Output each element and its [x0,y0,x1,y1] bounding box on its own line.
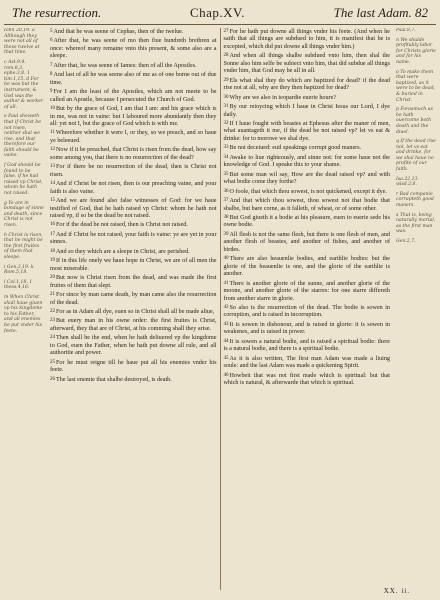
verse-text: For if there be no resurrection of the dead, then is Christ not risen. [50,164,217,178]
verse-number: 33 [223,145,229,151]
verse [50,257,217,273]
verse-text: For I am the least of the Apostles, which am not meete to be called an Apostle, because I persecuted the Church of God. [50,89,217,103]
left-margin-notes [4,28,47,590]
verse-text: For he must reigne till he haue put all his enemies vnder his feete. [50,359,217,374]
verse [224,231,391,254]
verse [224,77,391,93]
verse-number: 43 [223,321,229,327]
verse [224,338,391,354]
verse-number: 38 [223,214,229,220]
margin-note: Iohn 20,19. a Although they were not all of those twelve at that time. [4,28,40,56]
verse-text: And last of all he was seene also of me as of one borne out of due time. [50,72,217,86]
verse [50,62,217,70]
verse [224,94,391,102]
verse-number: 23 [50,318,55,324]
verse-text: The last enemie that shalbe destroyed, is death. [56,376,172,383]
verse [50,163,217,179]
verse [224,280,391,303]
verse-number: 20 [50,275,55,281]
verse-text: There is another glorie of the sunne, and another glorie of the moone, and another glorie of the starres: for one starre differeth from another starre in glorie. [223,280,390,302]
verse-number: 34 [223,154,229,160]
margin-note: g Ye are in bondage of sinne and death, since Christ is not risen. [4,200,44,228]
verse-text: And when all things shalbe subdued vnto him, then shal the Sonne also him selfe be subiect vnto him, that did subdue all things vnder him, that God may be all in all. [223,53,390,75]
verse-number: 12 [50,147,55,153]
verse [224,321,391,337]
verse-text: And if Christ be not raised, your faith is vaine: ye are yet in your sinnes. [50,231,217,246]
right-margin-notes [393,28,436,590]
verse [224,255,391,278]
verse-text: O foole, that which thou sowest, is not quickened, except it dye. [229,188,387,195]
verse-text: Awake to liue righteously, and sinne not: for some haue not the knowledge of God. I speake this to your shame. [223,154,390,169]
verse [50,291,217,307]
verse-text: If in this life onely we haue hope in Christ, we are of all men the most miserable. [50,258,217,272]
verse-text: All flesh is not the same flesh, but there is one flesh of men, and another flesh of beastes, and another of fishes, and another of birdes. [223,231,390,253]
margin-note: r Bad companie corrupteth good maners. [396,191,434,209]
margin-note: Psal.8,7. [396,28,416,33]
verse [50,197,217,220]
verse-number: 13 [50,164,55,170]
verse [50,28,217,36]
verse-text: After that, he was seene of Iames: then of all the Apostles. [53,62,197,69]
verse-number: 19 [50,258,55,264]
verse-number: 42 [223,304,229,310]
verse [224,103,391,119]
verse-number: 30 [223,94,229,100]
verse [224,372,391,388]
verse-number: 32 [223,120,229,126]
header-left-title: The resurrection. [12,5,102,20]
verse-number: 31 [223,104,229,110]
verse [224,52,391,75]
verse [50,376,217,384]
verse [50,221,217,229]
verse-number: 21 [50,292,55,298]
verse-text: And if Christ be not risen, then is our preaching vaine, and your faith is also vaine. [50,181,217,195]
verse-text: Howbeit that was not first made which is spiritual: but that which is natural, & afterwarde that which is spiritual. [223,372,390,387]
margin-note: q If the dead rise not, let vs eat and drinke, for we shal haue no profite of our faith. [396,139,436,173]
verse-text: But some man wil say, How are the dead raised vp? and with what bodie come they forthe? [223,171,390,186]
margin-note: o To make them that were baptized, as it were to be dead, & buried in Christ. [396,69,436,103]
verse [224,355,391,371]
verse-number: 41 [223,280,229,286]
margin-note: i Gen.3,19. k Rom.5,18. [4,264,34,276]
verse [50,231,217,247]
verse-number: 44 [223,338,229,344]
verse-number: 8 [50,72,53,78]
verse-text: After that, he was seene of mo then fiue hundreth brethren at once: whereof many remaine vnto this present, & some also are a sleepe. [50,38,217,60]
verse-number: 14 [50,181,55,187]
verse-text: So also is the resurrection of the dead. The bodie is sowen in corruption, and is raised in incorruption. [223,304,390,319]
verse [50,317,217,333]
margin-note: m When Christ shall haue giuen vp his kingdome to his Father, and all enemies be put vnder his feete. [4,294,43,334]
signature-mark: XX. ii. [383,587,410,595]
verse-number: 46 [223,372,229,378]
margin-note: p Forasmuch as he hath ouercome both death and the diuel. [396,107,433,135]
margin-note: n We shulde profitably labor for Christs glorie and for his name. [396,37,436,65]
verse-number: 10 [50,106,55,112]
verse-number: 17 [50,231,55,237]
verse-number: 35 [223,171,229,177]
page-body [4,28,436,590]
verse [50,359,217,375]
verse-number: 40 [223,256,229,262]
verse-text: By our reioycing which I haue in Christ Iesus our Lord, I dye daily. [223,104,390,118]
verse-text: And that he was seene of Cephas, then of the twelue. [53,29,184,35]
verse [224,154,391,170]
margin-note: Isa.22,13. wisd.2,6. [396,176,419,188]
verse-number: 6 [50,38,53,44]
verse-text: As it is also written, The first man Adam was made a liuing soule: and the last Adam was made a quickening Spirit. [223,355,390,370]
verse [50,248,217,256]
margin-note: s That is, being naturally mortal, as the first man was. [396,212,436,235]
verse-number: 5 [50,29,53,34]
verse-number: 37 [223,198,229,204]
verse-text: Why are we also in ieopardie euerie houre? [229,94,337,101]
margin-note: l Col.1,18. 1 thess.4,16. [4,279,33,291]
verse-number: 24 [50,335,55,341]
verse [50,88,217,104]
verse-number: 39 [223,231,229,237]
verse-number: 18 [50,248,55,254]
verse [50,274,217,290]
verse [50,71,217,87]
verse-number: 27 [223,29,229,34]
verse-number: 28 [223,53,229,59]
verse-text: For since by man came death, by man came also the resurrection of the dead. [50,292,217,306]
verse-text: And that which thou sowest, thou sowest not that bodie that shalbe, but bare corne, as it falleth, of wheat, or of some other. [223,198,390,212]
verse-text: But euery man in his owne order: the first fruites is Christ, afterward, they that are of Christ, at his comming shall they arise. [50,318,217,332]
margin-note: e Paul sheweth that if Christ be not risen, neither shal we rise, and that therefore our faith should be vaine. [4,114,41,159]
verse-number: 16 [50,222,55,228]
margin-note: c Ast.9,4. rom.8,3. ephe.3,8. 1 tim.1,15. d For he was but the instrument, & God was the author & worker of all. [4,59,44,110]
verse-text: Now if it be preached, that Christ is risen from the dead, how say some among you, that there is no resurrection of the dead? [50,147,217,161]
verse [50,129,217,145]
running-header [4,5,436,25]
verse-number: 45 [223,355,229,361]
verse-text: Be not deceiued: euil speakings corrupt good maners. [229,145,362,152]
verse-text: It is sowen a natural bodie, and is raised a spiritual bodie: there is a natural bodie, and there is a spiritual bodie. [223,338,390,353]
verse [50,105,217,128]
verse [224,304,391,320]
verse-text: Then shall be the end, when he hath deliuered vp the kingdome to God, euen the Father, when he hath put downe all rule, and all authoritie and power. [50,335,217,357]
verse [224,188,391,196]
verse-text: But by the grace of God, I am that I am: and his grace which is in me, was not in vaine: but I laboured more abundantly then they all: yet not I, but the grace of God which is with me. [50,106,217,127]
verse-number: 15 [50,198,55,204]
verse-number: 25 [50,359,55,365]
verse-text: But God giueth it a bodie at his pleasure, euen to euerie sede his owne bodie. [223,214,390,229]
header-right-title: The last Adam. 82 [333,5,428,20]
header-chapter: Chap.XV. [189,5,245,20]
verse-number: 22 [50,308,55,314]
verse-text: If I haue fought with beastes at Ephesus after the maner of men, what auantageth it me, if the dead be not raised vp? let vs eat & drinke: for to morowe we shal dye. [223,120,390,142]
verse [224,144,391,152]
right-text-column [220,28,394,590]
verse-text: For if the dead be not raised, then is Christ not raised. [56,222,188,229]
verse-text: And we are found also false witnesses of God: for we haue testified of God, that he hath raised vp Christ: whom he hath not raised vp, if so be the dead be not raised. [50,198,217,219]
verse [224,214,391,230]
verse-text: Wherefore whether it were I, or they, so we preach, and so haue ye beleeued. [50,130,217,144]
verse-text: It is sowen in dishonour, and is raised in glorie: it is sowen in weakenes, and is raised in power. [223,321,390,336]
verse-text: Els what shal they do which are baptized for dead? if the dead rise not at all, why are they then baptized for dead? [223,77,390,92]
verse [50,180,217,196]
verse-number: 36 [223,188,229,194]
left-text-column [47,28,220,590]
verse-text: But now is Christ risen from the dead, and was made the first fruites of them that slept. [50,275,217,289]
verse [224,28,391,51]
verse-number: 11 [50,130,55,136]
verse-text: There are also heauenlie bodies, and earthlie bodies: but the glorie of the heauenlie is one, and the glorie of the earthlie is another. [223,256,390,278]
verse [224,120,391,143]
verse-number: 26 [50,376,55,382]
verse [50,37,217,60]
margin-note: h Christ is risen, that he might be the first fruites of them that sleepe. [4,232,43,260]
margin-note: f God should be found to be false, if he had raised vp Christ, whom he hath not raised. [4,163,43,197]
margin-note: Gen.2,7. [396,239,416,244]
verse [50,146,217,162]
verse [50,308,217,316]
verse [224,197,391,213]
verse-number: 9 [50,89,53,95]
verse [224,171,391,187]
verse-text: For as in Adam all dye, euen so in Christ shall all be made aliue, [56,308,215,315]
verse-text: And so they which are a sleepe in Christ, are perished. [56,248,190,255]
verse [50,334,217,357]
verse-number: 29 [223,77,229,83]
verse-text: For he hath put downe all things vnder his feete. (And when he saith that all things are subdued to him, it is manifest that he is excepted, which did put downe all things vnder him.) [223,29,390,50]
verse-number: 7 [50,62,53,68]
